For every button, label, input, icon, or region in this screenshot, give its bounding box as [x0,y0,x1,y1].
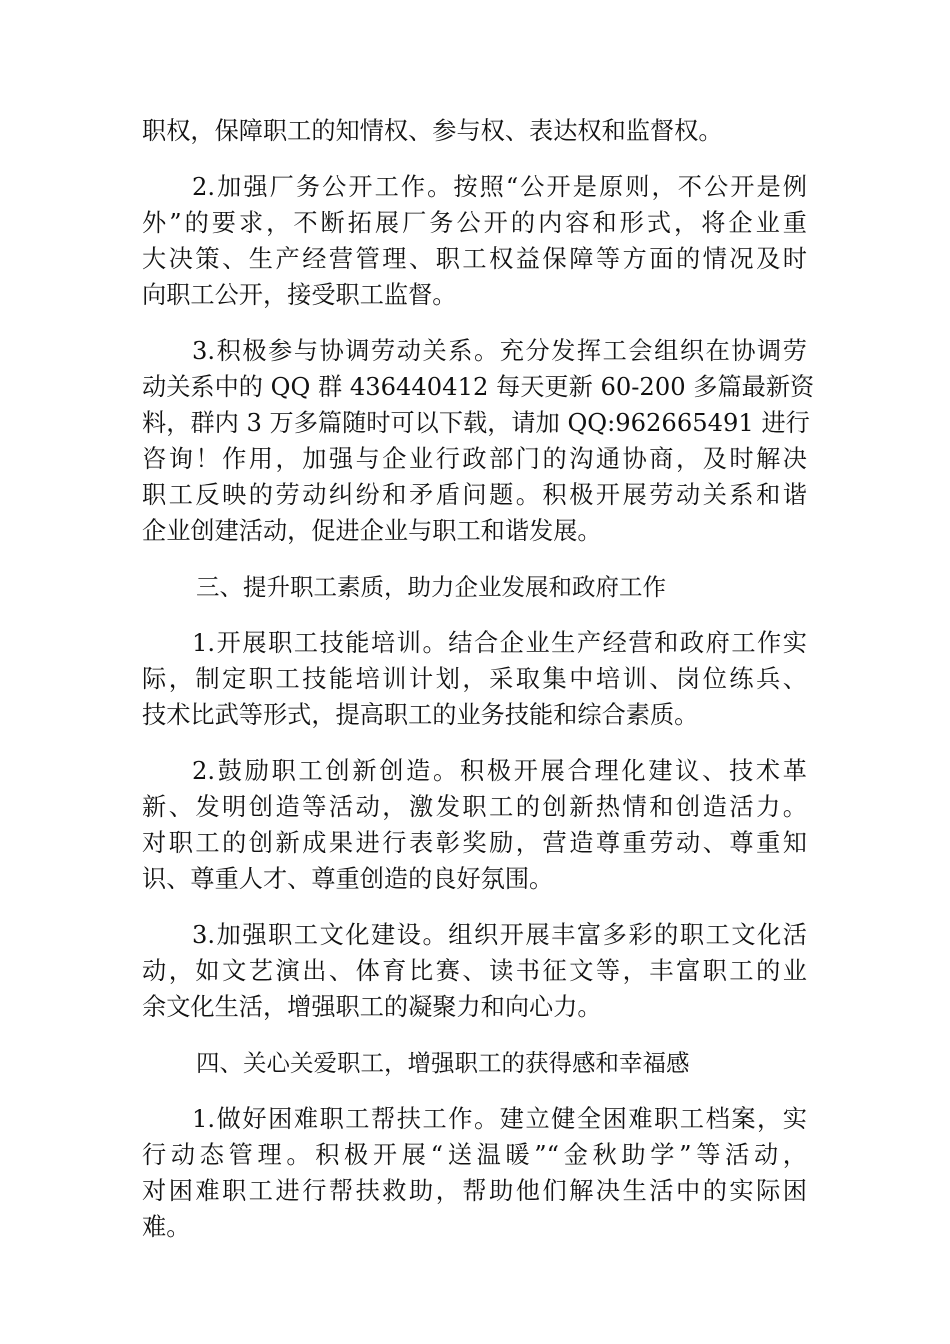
paragraph [142,625,807,733]
paragraph-gap [142,549,807,569]
text-line: 行动态管理。积极开展“送温暖”“金秋助学”等活动， [142,1141,807,1169]
paragraph-gap [142,897,807,917]
text-line: 三、提升职工素质，助力企业发展和政府工作 [196,573,666,601]
text-line: 3.加强职工文化建设。组织开展丰富多彩的职工文化活 [192,921,807,949]
paragraph [142,1101,807,1245]
section-heading [142,569,807,605]
text-line: 余文化生活，增强职工的凝聚力和向心力。 [142,993,602,1021]
text-line: 际，制定职工技能培训计划，采取集中培训、岗位练兵、 [142,665,807,693]
paragraph-gap [142,733,807,753]
paragraph-gap [142,1081,807,1101]
paragraph [142,113,807,149]
text-line: 职工反映的劳动纠纷和矛盾问题。积极开展劳动关系和谐 [142,481,807,509]
text-line: 2.加强厂务公开工作。按照“公开是原则，不公开是例 [192,173,807,201]
text-line: 动，如文艺演出、体育比赛、读书征文等，丰富职工的业 [142,957,807,985]
paragraph [142,169,807,313]
paragraph [142,333,815,549]
text-line: 职权，保障职工的知情权、参与权、表达权和监督权。 [142,117,723,145]
paragraph [142,753,807,897]
text-line: 企业创建活动，促进企业与职工和谐发展。 [142,517,602,545]
text-line: 外”的要求，不断拓展厂务公开的内容和形式，将企业重 [142,209,807,237]
paragraph [142,917,807,1025]
text-line: 难。 [142,1213,191,1241]
text-line: 对职工的创新成果进行表彰奖励，营造尊重劳动、尊重知 [142,829,807,857]
document-body [142,113,815,1245]
text-line: 咨询！作用，加强与企业行政部门的沟通协商，及时解决 [142,445,807,473]
text-line: 大决策、生产经营管理、职工权益保障等方面的情况及时 [142,245,807,273]
text-line: 料，群内 3 万多篇随时可以下载，请加 QQ:962665491 进行 [142,409,810,437]
text-line: 对困难职工进行帮扶救助，帮助他们解决生活中的实际困 [142,1177,807,1205]
text-line: 1.做好困难职工帮扶工作。建立健全困难职工档案，实 [192,1105,807,1133]
paragraph-gap [142,1025,807,1045]
text-line: 新、发明创造等活动，激发职工的创新热情和创造活力。 [142,793,807,821]
text-line: 动关系中的 QQ 群 436440412 每天更新 60-200 多篇最新资 [142,373,815,401]
text-line: 1.开展职工技能培训。结合企业生产经营和政府工作实 [192,629,807,657]
paragraph-gap [142,149,807,169]
paragraph-gap [142,605,807,625]
text-line: 识、尊重人才、尊重创造的良好氛围。 [142,865,554,893]
text-line: 2.鼓励职工创新创造。积极开展合理化建议、技术革 [192,757,807,785]
section-heading [142,1045,807,1081]
text-line: 向职工公开，接受职工监督。 [142,281,457,309]
text-line: 技术比武等形式，提高职工的业务技能和综合素质。 [142,701,699,729]
paragraph-gap [142,313,807,333]
text-line: 3.积极参与协调劳动关系。充分发挥工会组织在协调劳 [192,337,807,365]
text-line: 四、关心关爱职工，增强职工的获得感和幸福感 [196,1049,690,1077]
